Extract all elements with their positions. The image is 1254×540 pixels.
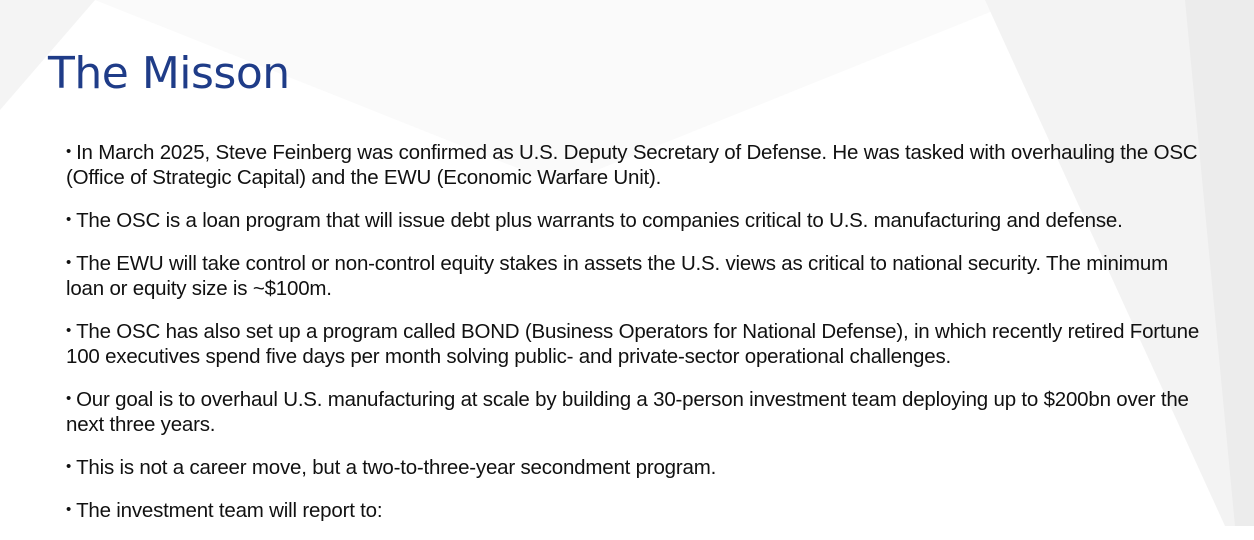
bullet-list xyxy=(66,139,1206,540)
bullet-text: The EWU will take control or non-control equity stakes in assets the U.S. views as critical to national security. The minimum loan or equity size is ~$100m. xyxy=(66,252,1168,300)
bullet-item xyxy=(66,139,1206,190)
bullet-item xyxy=(66,386,1206,437)
bullet-item xyxy=(66,250,1206,301)
bullet-text: Our goal is to overhaul U.S. manufacturing at scale by building a 30-person investment team deploying up to $200bn over the next three years. xyxy=(66,388,1189,436)
bullet-item xyxy=(66,207,1206,233)
bullet-point-icon: • xyxy=(66,322,72,339)
bullet-text: The OSC is a loan program that will issue debt plus warrants to companies critical to U.S. manufacturing and defense. xyxy=(76,209,1123,232)
bullet-item xyxy=(66,318,1206,369)
bullet-point-icon: • xyxy=(66,254,72,271)
bullet-point-icon: • xyxy=(66,458,72,475)
bullet-text: This is not a career move, but a two-to-three-year secondment program. xyxy=(76,456,717,479)
bullet-item xyxy=(66,497,1206,523)
bullet-item xyxy=(66,454,1206,480)
bullet-text: The OSC has also set up a program called BOND (Business Operators for National Defense), in which recently retired Fortune 100 executives spend five days per month solving public- and private-sector operational challenges. xyxy=(66,320,1200,368)
bullet-point-icon: • xyxy=(66,501,72,518)
bullet-point-icon: • xyxy=(66,390,72,407)
bullet-point-icon: • xyxy=(66,143,72,160)
bullet-point-icon: • xyxy=(66,211,72,228)
bullet-text: The investment team will report to: xyxy=(76,499,383,522)
bullet-text: In March 2025, Steve Feinberg was confirmed as U.S. Deputy Secretary of Defense. He was tasked with overhauling the OSC (Office of Strategic Capital) and the EWU (Economic Warfare Unit). xyxy=(66,141,1198,189)
slide-title: The Misson xyxy=(48,48,290,99)
